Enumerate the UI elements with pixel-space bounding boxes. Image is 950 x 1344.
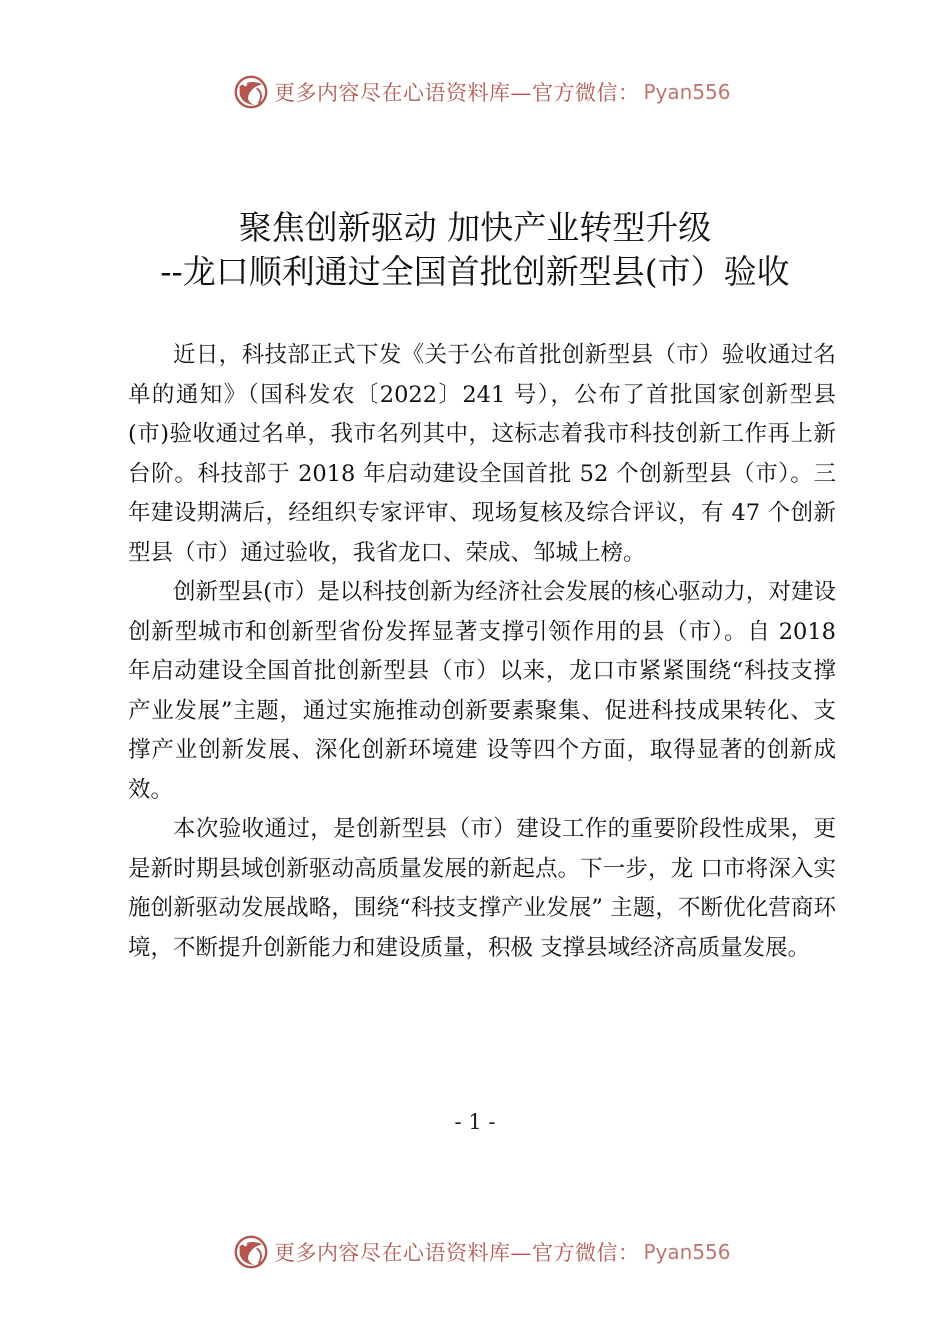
watermark-wechat-id: Pyan556 — [643, 1240, 731, 1264]
paragraph-1: 近日，科技部正式下发《关于公布首批创新型县（市）验收通过名单的通知》（国科发农〔2022〕241 号），公布了首批国家创新型县(市)验收通过名单，我市名列其中，这标志着我市科技创新工作再上新台阶。科技部于 2018 年启动建设全国首批 52 个创新型县（市）。三年建设期满后，经组织专家评审、现场复核及综合评议，有 47 个创新型县（市）通过验收，我省龙口、荣成、邹城上榜。 — [128, 342, 836, 566]
logo-icon — [232, 73, 270, 111]
page-number: - 1 - — [454, 1110, 496, 1134]
header-watermark — [232, 72, 731, 112]
watermark-text: 更多内容尽在心语资料库—官方微信： — [274, 81, 640, 105]
logo-icon — [232, 1233, 270, 1271]
watermark-text: 更多内容尽在心语资料库—官方微信： — [274, 1241, 640, 1265]
document-title: 聚焦创新驱动 加快产业转型升级 — [238, 208, 712, 247]
document-subtitle: --龙口顺利通过全国首批创新型县(市）验收 — [160, 252, 790, 291]
paragraph-2: 创新型县(市）是以科技创新为经济社会发展的核心驱动力，对建设创新型城市和创新型省份发挥显著支撑引领作用的县（市）。自 2018 年启动建设全国首批创新型县（市）以来，龙口市紧紧围绕“科技支撑产业发展”主题，通过实施推动创新要素聚集、促进科技成果转化、支撑产业创新发展、深化创新环境建 设等四个方面，取得显著的创新成效。 — [128, 579, 836, 803]
paragraph-3: 本次验收通过，是创新型县（市）建设工作的重要阶段性成果，更是新时期县域创新驱动高质量发展的新起点。下一步，龙 口市将深入实施创新驱动发展战略，围绕“科技支撑产业发展” 主题，不断优化营商环境，不断提升创新能力和建设质量，积极 支撑县域经济高质量发展。 — [128, 816, 836, 961]
watermark-wechat-id: Pyan556 — [643, 80, 731, 104]
document-body — [128, 336, 836, 968]
footer-watermark — [232, 1232, 731, 1272]
